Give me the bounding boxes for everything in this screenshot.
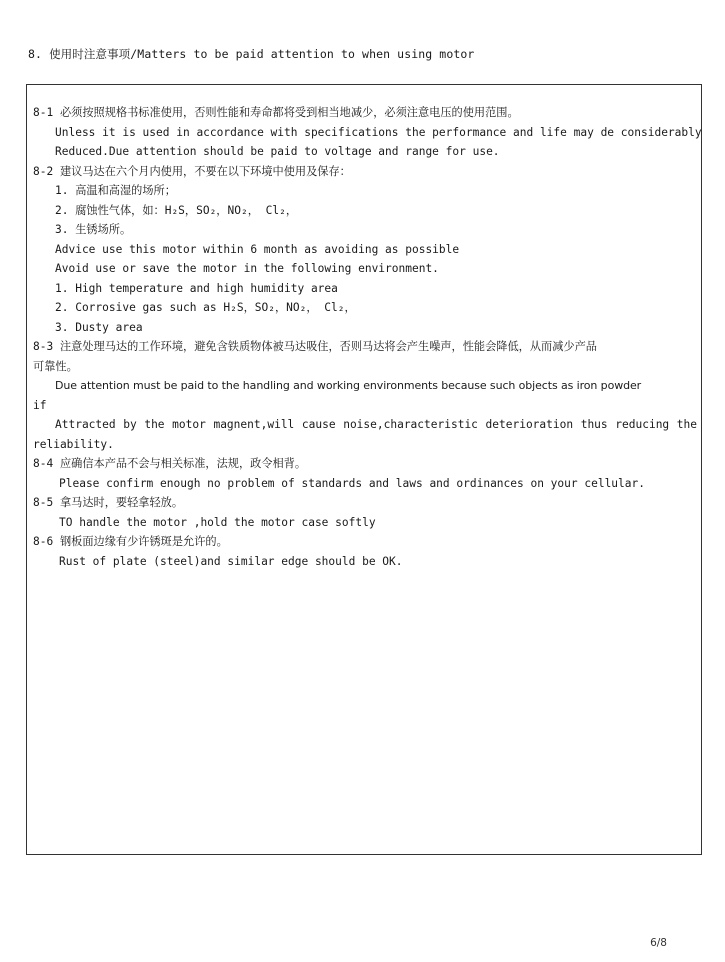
notes-box	[26, 84, 702, 855]
item-8-5-zh: 8-5 拿马达时，要轻拿轻放。	[33, 496, 184, 509]
item-8-3-en-line-4: reliability.	[33, 437, 114, 451]
item-8-1-en-line-1: Unless it is used in accordance with specifications the performance and life may de considerably	[55, 125, 702, 139]
item-8-2-zh-list-2: 2. 腐蚀性气体，如：H₂S，SO₂，NO₂， Cl₂，	[55, 203, 298, 217]
item-8-3-en-line-2: if	[33, 398, 47, 412]
item-8-2-en-line-1: Advice use this motor within 6 month as avoiding as possible	[55, 242, 460, 256]
item-8-2-zh-list-3: 3. 生锈场所。	[55, 223, 132, 236]
item-8-3-en-line-1: Due attention must be paid to the handling and working environments because such objects as iron powder	[55, 379, 642, 392]
item-8-1-en-line-2: Reduced.Due attention should be paid to voltage and range for use.	[55, 145, 500, 158]
item-8-6-en: Rust of plate (steel)and similar edge should be OK.	[59, 554, 403, 568]
item-8-4-zh: 8-4 应确信本产品不会与相关标准，法规，政令相背。	[33, 457, 307, 470]
item-8-2-en-list-1: 1. High temperature and high humidity area	[55, 281, 338, 295]
item-8-3-en-line-3: Attracted by the motor magnent,will cause noise,characteristic deterioration thus reducing the	[55, 418, 697, 431]
item-8-5-en: TO handle the motor ,hold the motor case softly	[59, 515, 376, 529]
item-8-2-zh-list-1: 1. 高温和高湿的场所；	[55, 184, 176, 197]
section-heading: 8. 使用时注意事项/Matters to be paid attention to when using motor	[28, 47, 475, 61]
item-8-2-en-line-2: Avoid use or save the motor in the following environment.	[55, 262, 439, 275]
item-8-3-zh-line-1: 8-3 注意处理马达的工作环境，避免含铁质物体被马达吸住，否则马达将会产生噪声，性能会降低，从而减少产品	[33, 340, 597, 353]
item-8-2-en-list-2: 2. Corrosive gas such as H₂S，SO₂，NO₂， Cl₂，	[55, 301, 356, 314]
item-8-4-en: Please confirm enough no problem of standards and laws and ordinances on your cellular.	[59, 476, 645, 490]
item-8-2-zh: 8-2 建议马达在六个月内使用，不要在以下环境中使用及保存：	[33, 164, 351, 178]
item-8-2-en-list-3: 3. Dusty area	[55, 320, 143, 334]
item-8-6-zh: 8-6 钢板面边缘有少许锈斑是允许的。	[33, 535, 228, 548]
item-8-3-zh-line-2: 可靠性。	[33, 359, 78, 373]
notes-content	[33, 103, 702, 571]
page-number: 6/8	[650, 937, 667, 949]
item-8-1-zh: 8-1 必须按照规格书标准使用，否则性能和寿命都将受到相当地减少，必须注意电压的使用范围。	[33, 106, 519, 119]
